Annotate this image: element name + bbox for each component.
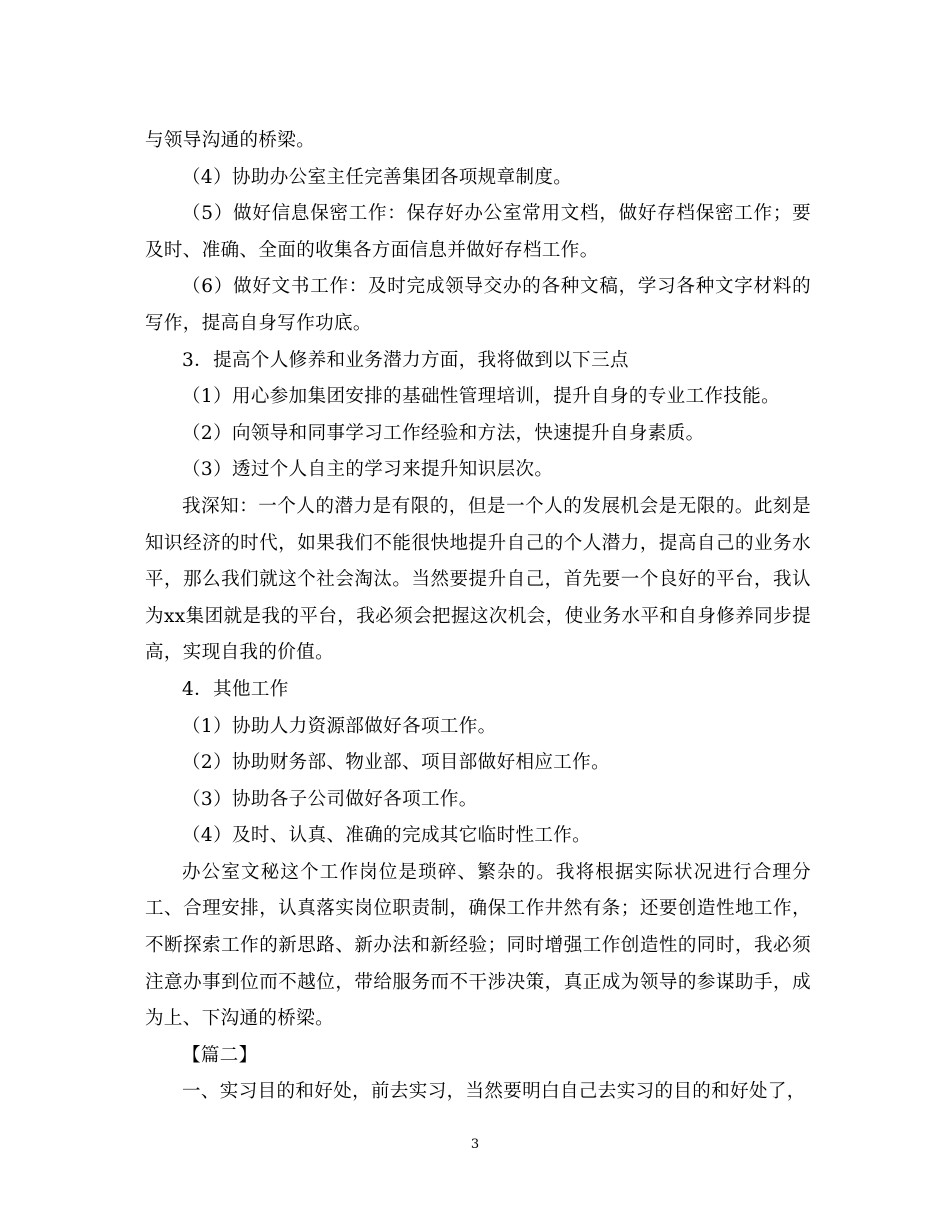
document-body xyxy=(145,123,811,1111)
list-item: （1）协助人力资源部做好各项工作。 xyxy=(182,715,497,737)
list-item: （2）协助财务部、物业部、项目部做好相应工作。 xyxy=(182,752,610,774)
paragraph: 一、实习目的和好处，前去实习，当然要明白自己去实习的目的和好处了， xyxy=(182,1081,806,1103)
paragraph: 我深知：一个人的潜力是有限的，但是一个人的发展机会是无限的。此刻是知识经济的时代，如果我们不能很快地提升自己的个人潜力，提高自己的业务水平，那么我们就这个社会淘汰。当然要提升自己，首先要一个良好的平台，我认为xx集团就是我的平台，我必须会把握这次机会，使业务水平和自身修养同步提高，实现自我的价值。 xyxy=(145,495,811,664)
page-number: 3 xyxy=(470,1137,480,1152)
list-item: （4）及时、认真、准确的完成其它临时性工作。 xyxy=(182,825,592,847)
list-item: （3）协助各子公司做好各项工作。 xyxy=(182,788,478,810)
list-item: （1）用心参加集团安排的基础性管理培训，提升自身的专业工作技能。 xyxy=(182,386,781,408)
paragraph: 办公室文秘这个工作岗位是琐碎、繁杂的。我将根据实际状况进行合理分工、合理安排，认真落实岗位职责制，确保工作井然有条；还要创造性地工作，不断探索工作的新思路、新办法和新经验；同时增强工作创造性的同时，我必须注意办事到位而不越位，带给服务而不干涉决策，真正成为领导的参谋助手，成为上、下沟通的桥梁。 xyxy=(145,861,811,1030)
paragraph: （5）做好信息保密工作：保存好办公室常用文档，做好存档保密工作；要及时、准确、全面的收集各方面信息并做好存档工作。 xyxy=(145,203,811,261)
list-item: （2）向领导和同事学习工作经验和方法，快速提升自身素质。 xyxy=(182,422,705,444)
list-item: （3）透过个人自主的学习来提升知识层次。 xyxy=(182,459,554,481)
section-heading: 4．其他工作 xyxy=(182,678,289,700)
paragraph: 与领导沟通的桥梁。 xyxy=(145,130,316,151)
section-heading: 3．提高个人修养和业务潜力方面，我将做到以下三点 xyxy=(182,349,629,371)
paragraph: （4）协助办公室主任完善集团各项规章制度。 xyxy=(182,166,573,188)
section-heading: 【篇二】 xyxy=(182,1044,258,1066)
paragraph: （6）做好文书工作：及时完成领导交办的各种文稿，学习各种文字材料的写作，提高自身写作功底。 xyxy=(145,276,811,334)
